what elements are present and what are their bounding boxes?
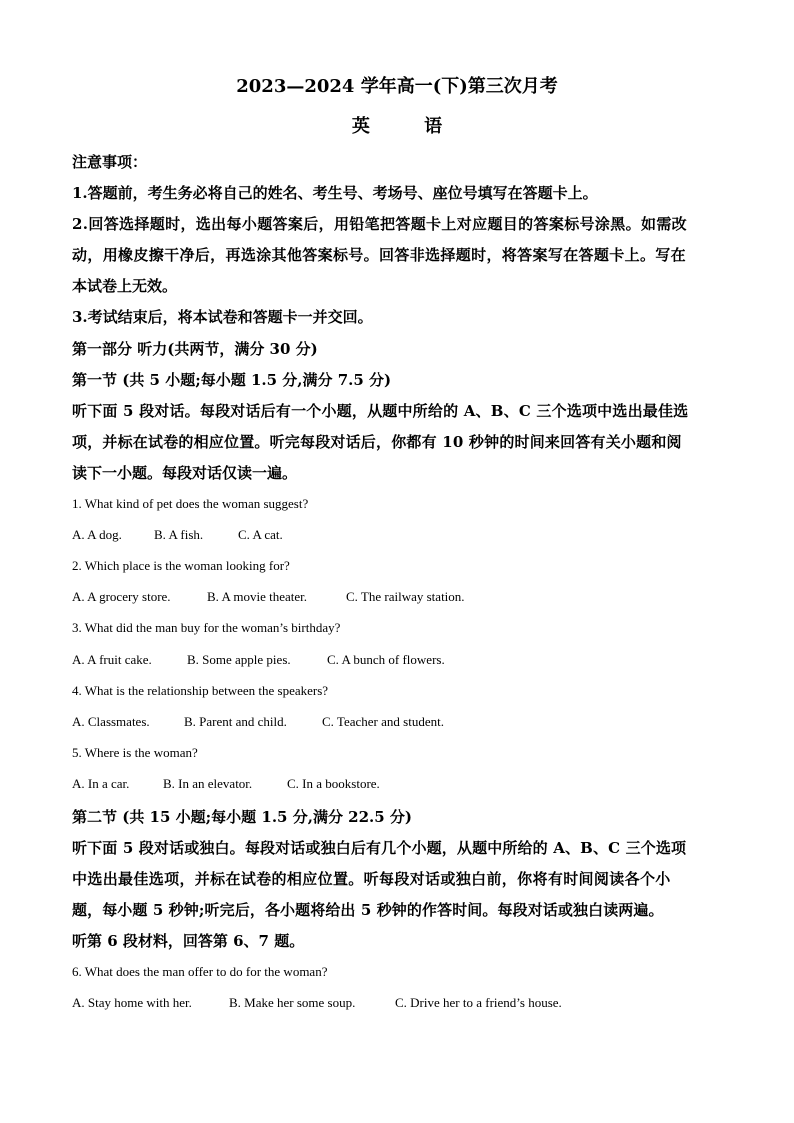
question-1-option-b: B. A fish. [154, 527, 204, 542]
question-6-option-a: A. Stay home with her. [72, 995, 192, 1010]
subject-title: 英 语 [351, 116, 467, 137]
question-4-option-c: C. Teacher and student. [322, 714, 444, 729]
question-5-option-a: A. In a car. [72, 776, 130, 791]
section1-instruction-b: 项，并标在试卷的相应位置。听完每段对话后，你都有 10 秒钟的时间来回答有关小题和阅 [72, 433, 682, 451]
note-line-1: 1.答题前，考生务必将自己的姓名、考生号、考场号、座位号填写在答题卡上。 [72, 184, 598, 202]
section1-heading: 第一节 (共 5 小题;每小题 1.5 分,满分 7.5 分) [72, 371, 392, 389]
question-3-option-a: A. A fruit cake. [72, 652, 152, 667]
question-4-option-b: B. Parent and child. [184, 714, 287, 729]
section2-heading: 第二节 (共 15 小题;每小题 1.5 分,满分 22.5 分) [72, 808, 413, 826]
question-5-option-c: C. In a bookstore. [287, 776, 380, 791]
section2-instruction-a: 听下面 5 段对话或独白。每段对话或独白后有几个小题，从题中所给的 A、B、C 三个选项 [72, 839, 687, 857]
question-1: 1. What kind of pet does the woman suggest? [72, 496, 309, 511]
question-1-option-a: A. A dog. [72, 527, 122, 542]
question-3-option-c: C. A bunch of flowers. [327, 652, 445, 667]
notes-heading: 注意事项： [72, 153, 148, 171]
question-2: 2. Which place is the woman looking for? [72, 558, 290, 573]
question-3-option-b: B. Some apple pies. [187, 652, 291, 667]
part1-heading: 第一部分 听力(共两节，满分 30 分) [72, 340, 318, 358]
question-2-option-c: C. The railway station. [346, 589, 465, 604]
question-2-option-b: B. A movie theater. [207, 589, 308, 604]
note-line-2b: 动，用橡皮擦干净后，再选涂其他答案标号。回答非选择题时，将答案写在答题卡上。写在 [72, 246, 687, 264]
question-2-option-a: A. A grocery store. [72, 589, 171, 604]
section2-instruction-c: 题，每小题 5 秒钟;听完后，各小题将给出 5 秒钟的作答时间。每段对话或独白读两遍。 [72, 901, 664, 919]
question-4: 4. What is the relationship between the speakers? [72, 683, 329, 698]
note-line-2a: 2.回答选择题时，选出每小题答案后，用铅笔把答题卡上对应题目的答案标号涂黑。如需改 [72, 215, 688, 233]
exam-title: 2023—2024 学年高一(下)第三次月考 [236, 76, 558, 97]
question-4-option-a: A. Classmates. [72, 714, 150, 729]
question-6-option-b: B. Make her some soup. [229, 995, 356, 1010]
section1-instruction-c: 读下一小题。每段对话仅读一遍。 [72, 464, 298, 482]
question-5-option-b: B. In an elevator. [163, 776, 253, 791]
question-3: 3. What did the man buy for the woman’s birthday? [72, 620, 341, 635]
question-1-option-c: C. A cat. [238, 527, 283, 542]
question-6: 6. What does the man offer to do for the woman? [72, 964, 328, 979]
question-5: 5. Where is the woman? [72, 745, 198, 760]
question-6-option-c: C. Drive her to a friend’s house. [395, 995, 562, 1010]
note-line-2c: 本试卷上无效。 [72, 277, 178, 295]
section1-instruction-a: 听下面 5 段对话。每段对话后有一个小题，从题中所给的 A、B、C 三个选项中选出最佳选 [72, 402, 689, 420]
section2-instruction-b: 中选出最佳选项，并标在试卷的相应位置。听每段对话或独白前，你将有时间阅读各个小 [72, 870, 671, 888]
note-line-3: 3.考试结束后，将本试卷和答题卡一并交回。 [72, 308, 373, 326]
material-6-heading: 听第 6 段材料，回答第 6、7 题。 [72, 932, 305, 950]
